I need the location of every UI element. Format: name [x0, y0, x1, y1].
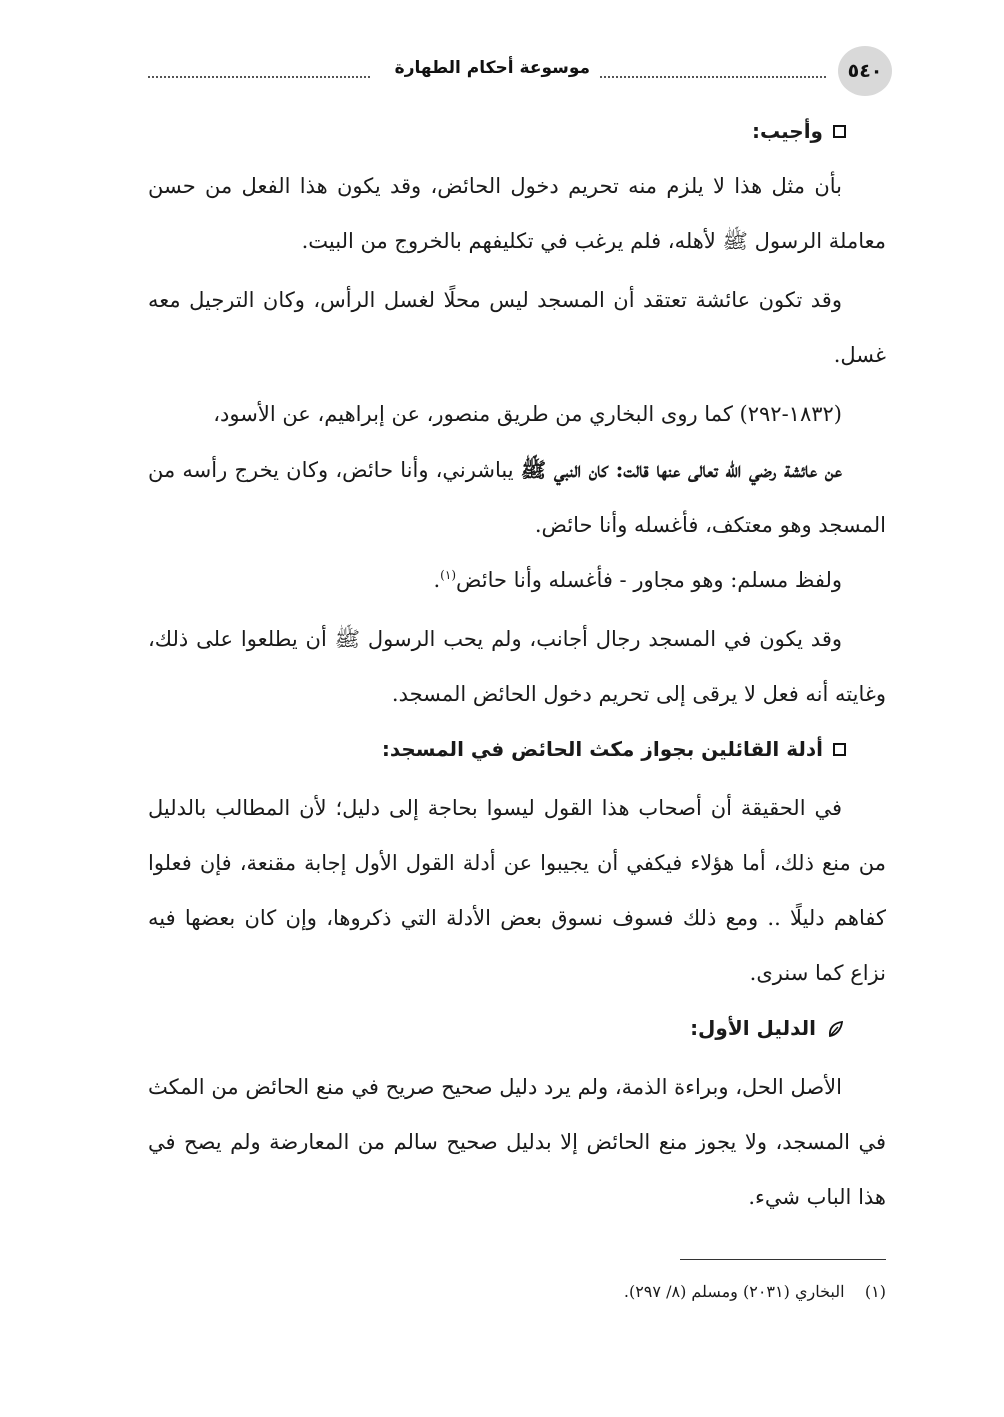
footnote-marker[interactable]: (١) [440, 568, 456, 582]
header-dotted-rule-left [148, 76, 370, 78]
page-header [140, 46, 892, 96]
paragraph [148, 273, 886, 383]
paragraph-hadith [148, 442, 886, 553]
header-dotted-rule-right [600, 76, 826, 78]
paragraph-text: في الحقيقة أن أصحاب هذا القول ليسوا بحاجة إلى دليل؛ لأن المطالب بالدليل من منع ذلك، أما هؤلاء فيكفي أن يجيبوا عن أدلة القول الأول إجابة مقنعة، فإن فعلوا كفاهم دليلًا .. ومع ذلك فسوف نسوق بعض الأدلة التي ذكروها، وإن كان بعضها فيه نزاع كما سنرى. [148, 796, 886, 985]
checkbox-icon [833, 125, 846, 138]
leaf-icon [826, 1019, 846, 1039]
paragraph [148, 159, 886, 269]
paragraph-text: ولفظ مسلم: وهو مجاور - فأغسله وأنا حائض [456, 568, 842, 592]
paragraph [148, 781, 886, 1001]
paragraph-with-note [148, 553, 886, 608]
heading-text: أدلة القائلين بجواز مكث الحائض في المسجد: [381, 737, 823, 761]
footnote [400, 1278, 886, 1306]
paragraph [148, 387, 886, 442]
heading-text: الدليل الأول: [690, 1016, 816, 1040]
footnote-number: (١) [864, 1282, 886, 1301]
page-number-badge: ٥٤٠ [838, 46, 892, 96]
footnote-separator [680, 1259, 886, 1260]
paragraph [148, 612, 886, 722]
hadith-bold-text: عن عائشة رضي الله تعالى عنها قالت: كان النبي ﷺ [520, 457, 842, 482]
paragraph-text: بأن مثل هذا لا يلزم منه تحريم دخول الحائض، وقد يكون هذا الفعل من حسن معاملة الرسول ﷺ لأهله، فلم يرغب في تكليفهم بالخروج من البيت. [148, 174, 886, 253]
paragraph-text: (١٨٣٢-٢٩٢) كما روى البخاري من طريق منصور، عن إبراهيم، عن الأسود، [213, 402, 842, 426]
paragraph [148, 1060, 886, 1225]
paragraph-text: وقد يكون في المسجد رجال أجانب، ولم يحب الرسول ﷺ أن يطلعوا على ذلك، وغايته أنه فعل لا يرقى إلى تحريم دخول الحائض المسجد. [148, 627, 886, 706]
heading-text: وأجيب: [751, 119, 823, 143]
page-body [148, 104, 886, 1225]
footnote-text: البخاري (٢٠٣١) ومسلم (٨/ ٢٩٧). [623, 1282, 845, 1301]
checkbox-icon [833, 743, 846, 756]
book-title: موسوعة أحكام الطهارة [394, 58, 590, 78]
paragraph-tail: . [433, 568, 441, 592]
section-heading-first-evidence [148, 1001, 886, 1056]
paragraph-text: الأصل الحل، وبراءة الذمة، ولم يرد دليل صحيح صريح في منع الحائض من المكث في المسجد، ولا يجوز منع الحائض إلا بدليل صحيح سالم من المعارضة ولم يصح في هذا الباب شيء. [148, 1075, 886, 1209]
paragraph-text: وقد تكون عائشة تعتقد أن المسجد ليس محلًا لغسل الرأس، وكان الترجيل معه غسل. [148, 288, 886, 367]
section-heading-answer [148, 104, 886, 159]
paragraph-text: يباشرني، وأنا حائض، وكان يخرج رأسه من المسجد وهو معتكف، فأغسله وأنا حائض. [148, 458, 886, 537]
section-heading-evidence [148, 722, 886, 777]
